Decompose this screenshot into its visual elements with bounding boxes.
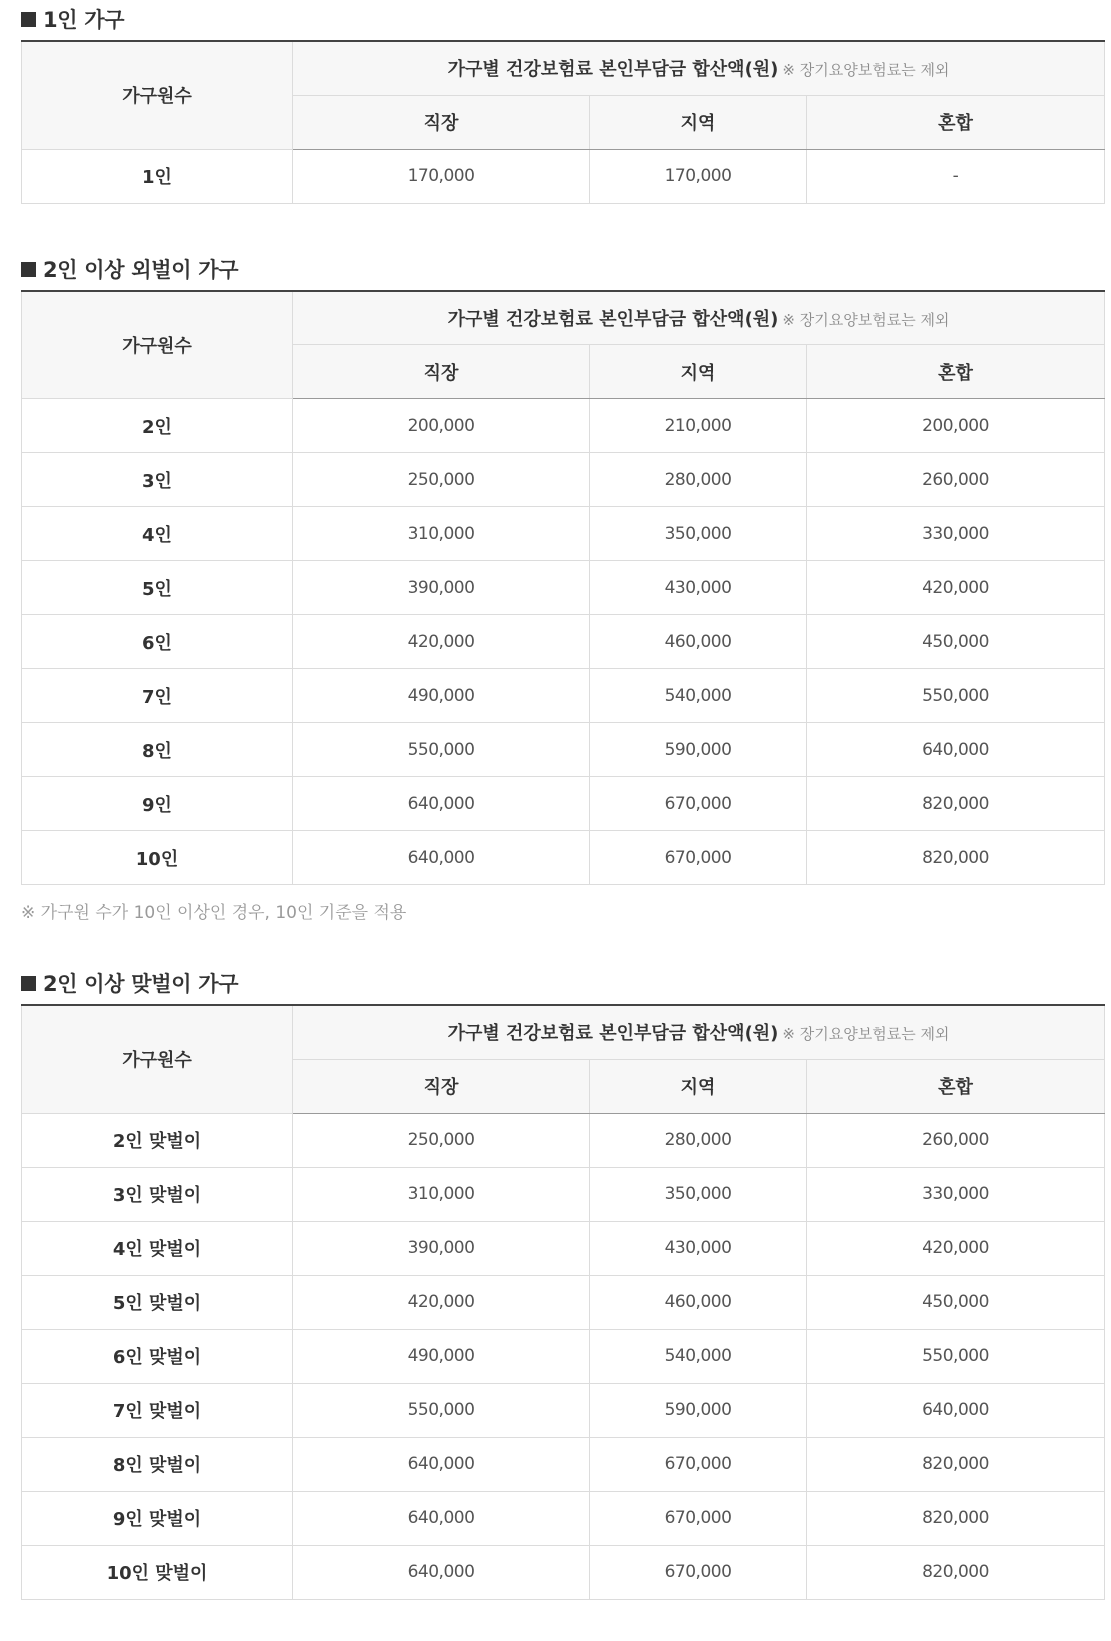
cell-regional: 590,000 (590, 723, 807, 777)
table-row (22, 561, 1105, 615)
table-row (22, 1275, 1105, 1329)
header-regional: 지역 (590, 345, 807, 399)
header-workplace: 직장 (293, 95, 590, 149)
table-row (22, 1167, 1105, 1221)
section-single-household (21, 0, 1104, 204)
cell-workplace: 310,000 (293, 1167, 590, 1221)
table-row (22, 831, 1105, 885)
cell-mixed: 200,000 (807, 399, 1105, 453)
cell-mixed: - (807, 149, 1105, 203)
cell-mixed: 820,000 (807, 1437, 1105, 1491)
footnote: ※ 가구원 수가 10인 이상인 경우, 10인 기준을 적용 (21, 903, 407, 923)
cell-regional: 670,000 (590, 1545, 807, 1599)
table-row (22, 1437, 1105, 1491)
section-title-text: 2인 이상 맞벌이 가구 (43, 972, 239, 996)
header-mixed: 혼합 (807, 1059, 1105, 1113)
cell-mixed: 450,000 (807, 1275, 1105, 1329)
table-head (22, 41, 1105, 149)
table-body (22, 149, 1105, 203)
cell-regional: 280,000 (590, 1113, 807, 1167)
cell-mixed: 820,000 (807, 831, 1105, 885)
table-row (22, 1545, 1105, 1599)
cell-workplace: 490,000 (293, 1329, 590, 1383)
table-row (22, 399, 1105, 453)
cell-household-count: 4인 맞벌이 (22, 1221, 293, 1275)
table-row (22, 149, 1105, 203)
cell-mixed: 640,000 (807, 723, 1105, 777)
cell-workplace: 420,000 (293, 615, 590, 669)
table-head (22, 291, 1105, 399)
cell-workplace: 640,000 (293, 1545, 590, 1599)
table-row (22, 669, 1105, 723)
cell-mixed: 330,000 (807, 1167, 1105, 1221)
cell-regional: 670,000 (590, 777, 807, 831)
header-household-count: 가구원수 (22, 291, 293, 399)
header-regional: 지역 (590, 1059, 807, 1113)
cell-workplace: 550,000 (293, 1383, 590, 1437)
cell-household-count: 7인 (22, 669, 293, 723)
section-title (21, 250, 1104, 290)
cell-workplace: 200,000 (293, 399, 590, 453)
section-dual-earner-household (21, 964, 1104, 1600)
fee-table (21, 290, 1105, 886)
table-body (22, 1113, 1105, 1599)
cell-workplace: 550,000 (293, 723, 590, 777)
cell-household-count: 10인 (22, 831, 293, 885)
header-group-label: 가구별 건강보험료 본인부담금 합산액(원) (447, 1023, 779, 1045)
cell-workplace: 390,000 (293, 1221, 590, 1275)
table-head (22, 1005, 1105, 1113)
square-bullet-icon (21, 976, 36, 991)
square-bullet-icon (21, 12, 36, 27)
fee-table (21, 40, 1105, 204)
cell-mixed: 550,000 (807, 1329, 1105, 1383)
cell-household-count: 3인 맞벌이 (22, 1167, 293, 1221)
cell-household-count: 4인 (22, 507, 293, 561)
table-row (22, 615, 1105, 669)
table-row (22, 507, 1105, 561)
cell-regional: 210,000 (590, 399, 807, 453)
cell-household-count: 10인 맞벌이 (22, 1545, 293, 1599)
table-row (22, 1491, 1105, 1545)
cell-mixed: 260,000 (807, 453, 1105, 507)
section-title-text: 1인 가구 (43, 8, 125, 32)
square-bullet-icon (21, 262, 36, 277)
header-premium-group (293, 1005, 1105, 1059)
header-workplace: 직장 (293, 1059, 590, 1113)
section-single-earner-household (21, 250, 1104, 929)
cell-household-count: 3인 (22, 453, 293, 507)
header-mixed: 혼합 (807, 345, 1105, 399)
table-row (22, 1329, 1105, 1383)
cell-mixed: 420,000 (807, 561, 1105, 615)
header-mixed: 혼합 (807, 95, 1105, 149)
table-row (22, 777, 1105, 831)
page-content (21, 0, 1104, 1600)
cell-household-count: 8인 (22, 723, 293, 777)
section-title (21, 964, 1104, 1004)
header-group-label: 가구별 건강보험료 본인부담금 합산액(원) (447, 59, 779, 81)
section-title (21, 0, 1104, 40)
cell-mixed: 640,000 (807, 1383, 1105, 1437)
cell-workplace: 640,000 (293, 777, 590, 831)
cell-workplace: 490,000 (293, 669, 590, 723)
cell-workplace: 310,000 (293, 507, 590, 561)
cell-workplace: 640,000 (293, 1491, 590, 1545)
table-row (22, 1113, 1105, 1167)
cell-regional: 670,000 (590, 1491, 807, 1545)
cell-workplace: 250,000 (293, 453, 590, 507)
cell-mixed: 420,000 (807, 1221, 1105, 1275)
header-group-note: ※ 장기요양보험료는 제외 (782, 61, 950, 80)
header-premium-group (293, 291, 1105, 345)
cell-household-count: 6인 맞벌이 (22, 1329, 293, 1383)
cell-regional: 350,000 (590, 507, 807, 561)
header-household-count: 가구원수 (22, 41, 293, 149)
cell-household-count: 2인 맞벌이 (22, 1113, 293, 1167)
cell-regional: 430,000 (590, 561, 807, 615)
cell-household-count: 7인 맞벌이 (22, 1383, 293, 1437)
cell-workplace: 170,000 (293, 149, 590, 203)
cell-regional: 170,000 (590, 149, 807, 203)
header-workplace: 직장 (293, 345, 590, 399)
cell-regional: 540,000 (590, 1329, 807, 1383)
cell-workplace: 420,000 (293, 1275, 590, 1329)
cell-regional: 670,000 (590, 831, 807, 885)
cell-regional: 460,000 (590, 615, 807, 669)
header-household-count: 가구원수 (22, 1005, 293, 1113)
cell-regional: 430,000 (590, 1221, 807, 1275)
cell-household-count: 1인 (22, 149, 293, 203)
table-body (22, 399, 1105, 885)
cell-mixed: 330,000 (807, 507, 1105, 561)
cell-mixed: 550,000 (807, 669, 1105, 723)
cell-mixed: 450,000 (807, 615, 1105, 669)
cell-workplace: 250,000 (293, 1113, 590, 1167)
cell-mixed: 820,000 (807, 1491, 1105, 1545)
cell-regional: 280,000 (590, 453, 807, 507)
section-title-text: 2인 이상 외벌이 가구 (43, 257, 239, 282)
cell-workplace: 390,000 (293, 561, 590, 615)
cell-regional: 460,000 (590, 1275, 807, 1329)
table-row (22, 453, 1105, 507)
cell-regional: 670,000 (590, 1437, 807, 1491)
cell-mixed: 820,000 (807, 777, 1105, 831)
fee-table (21, 1004, 1105, 1600)
table-row (22, 1383, 1105, 1437)
cell-workplace: 640,000 (293, 831, 590, 885)
header-regional: 지역 (590, 95, 807, 149)
table-row (22, 1221, 1105, 1275)
table-row (22, 723, 1105, 777)
header-premium-group (293, 41, 1105, 95)
cell-household-count: 6인 (22, 615, 293, 669)
cell-household-count: 2인 (22, 399, 293, 453)
cell-household-count: 5인 (22, 561, 293, 615)
header-group-label: 가구별 건강보험료 본인부담금 합산액(원) (447, 308, 779, 330)
header-group-note: ※ 장기요양보험료는 제외 (782, 310, 950, 329)
cell-household-count: 5인 맞벌이 (22, 1275, 293, 1329)
cell-mixed: 820,000 (807, 1545, 1105, 1599)
cell-mixed: 260,000 (807, 1113, 1105, 1167)
header-group-note: ※ 장기요양보험료는 제외 (782, 1025, 950, 1044)
cell-regional: 590,000 (590, 1383, 807, 1437)
cell-household-count: 8인 맞벌이 (22, 1437, 293, 1491)
cell-household-count: 9인 (22, 777, 293, 831)
cell-regional: 540,000 (590, 669, 807, 723)
cell-workplace: 640,000 (293, 1437, 590, 1491)
cell-household-count: 9인 맞벌이 (22, 1491, 293, 1545)
cell-regional: 350,000 (590, 1167, 807, 1221)
